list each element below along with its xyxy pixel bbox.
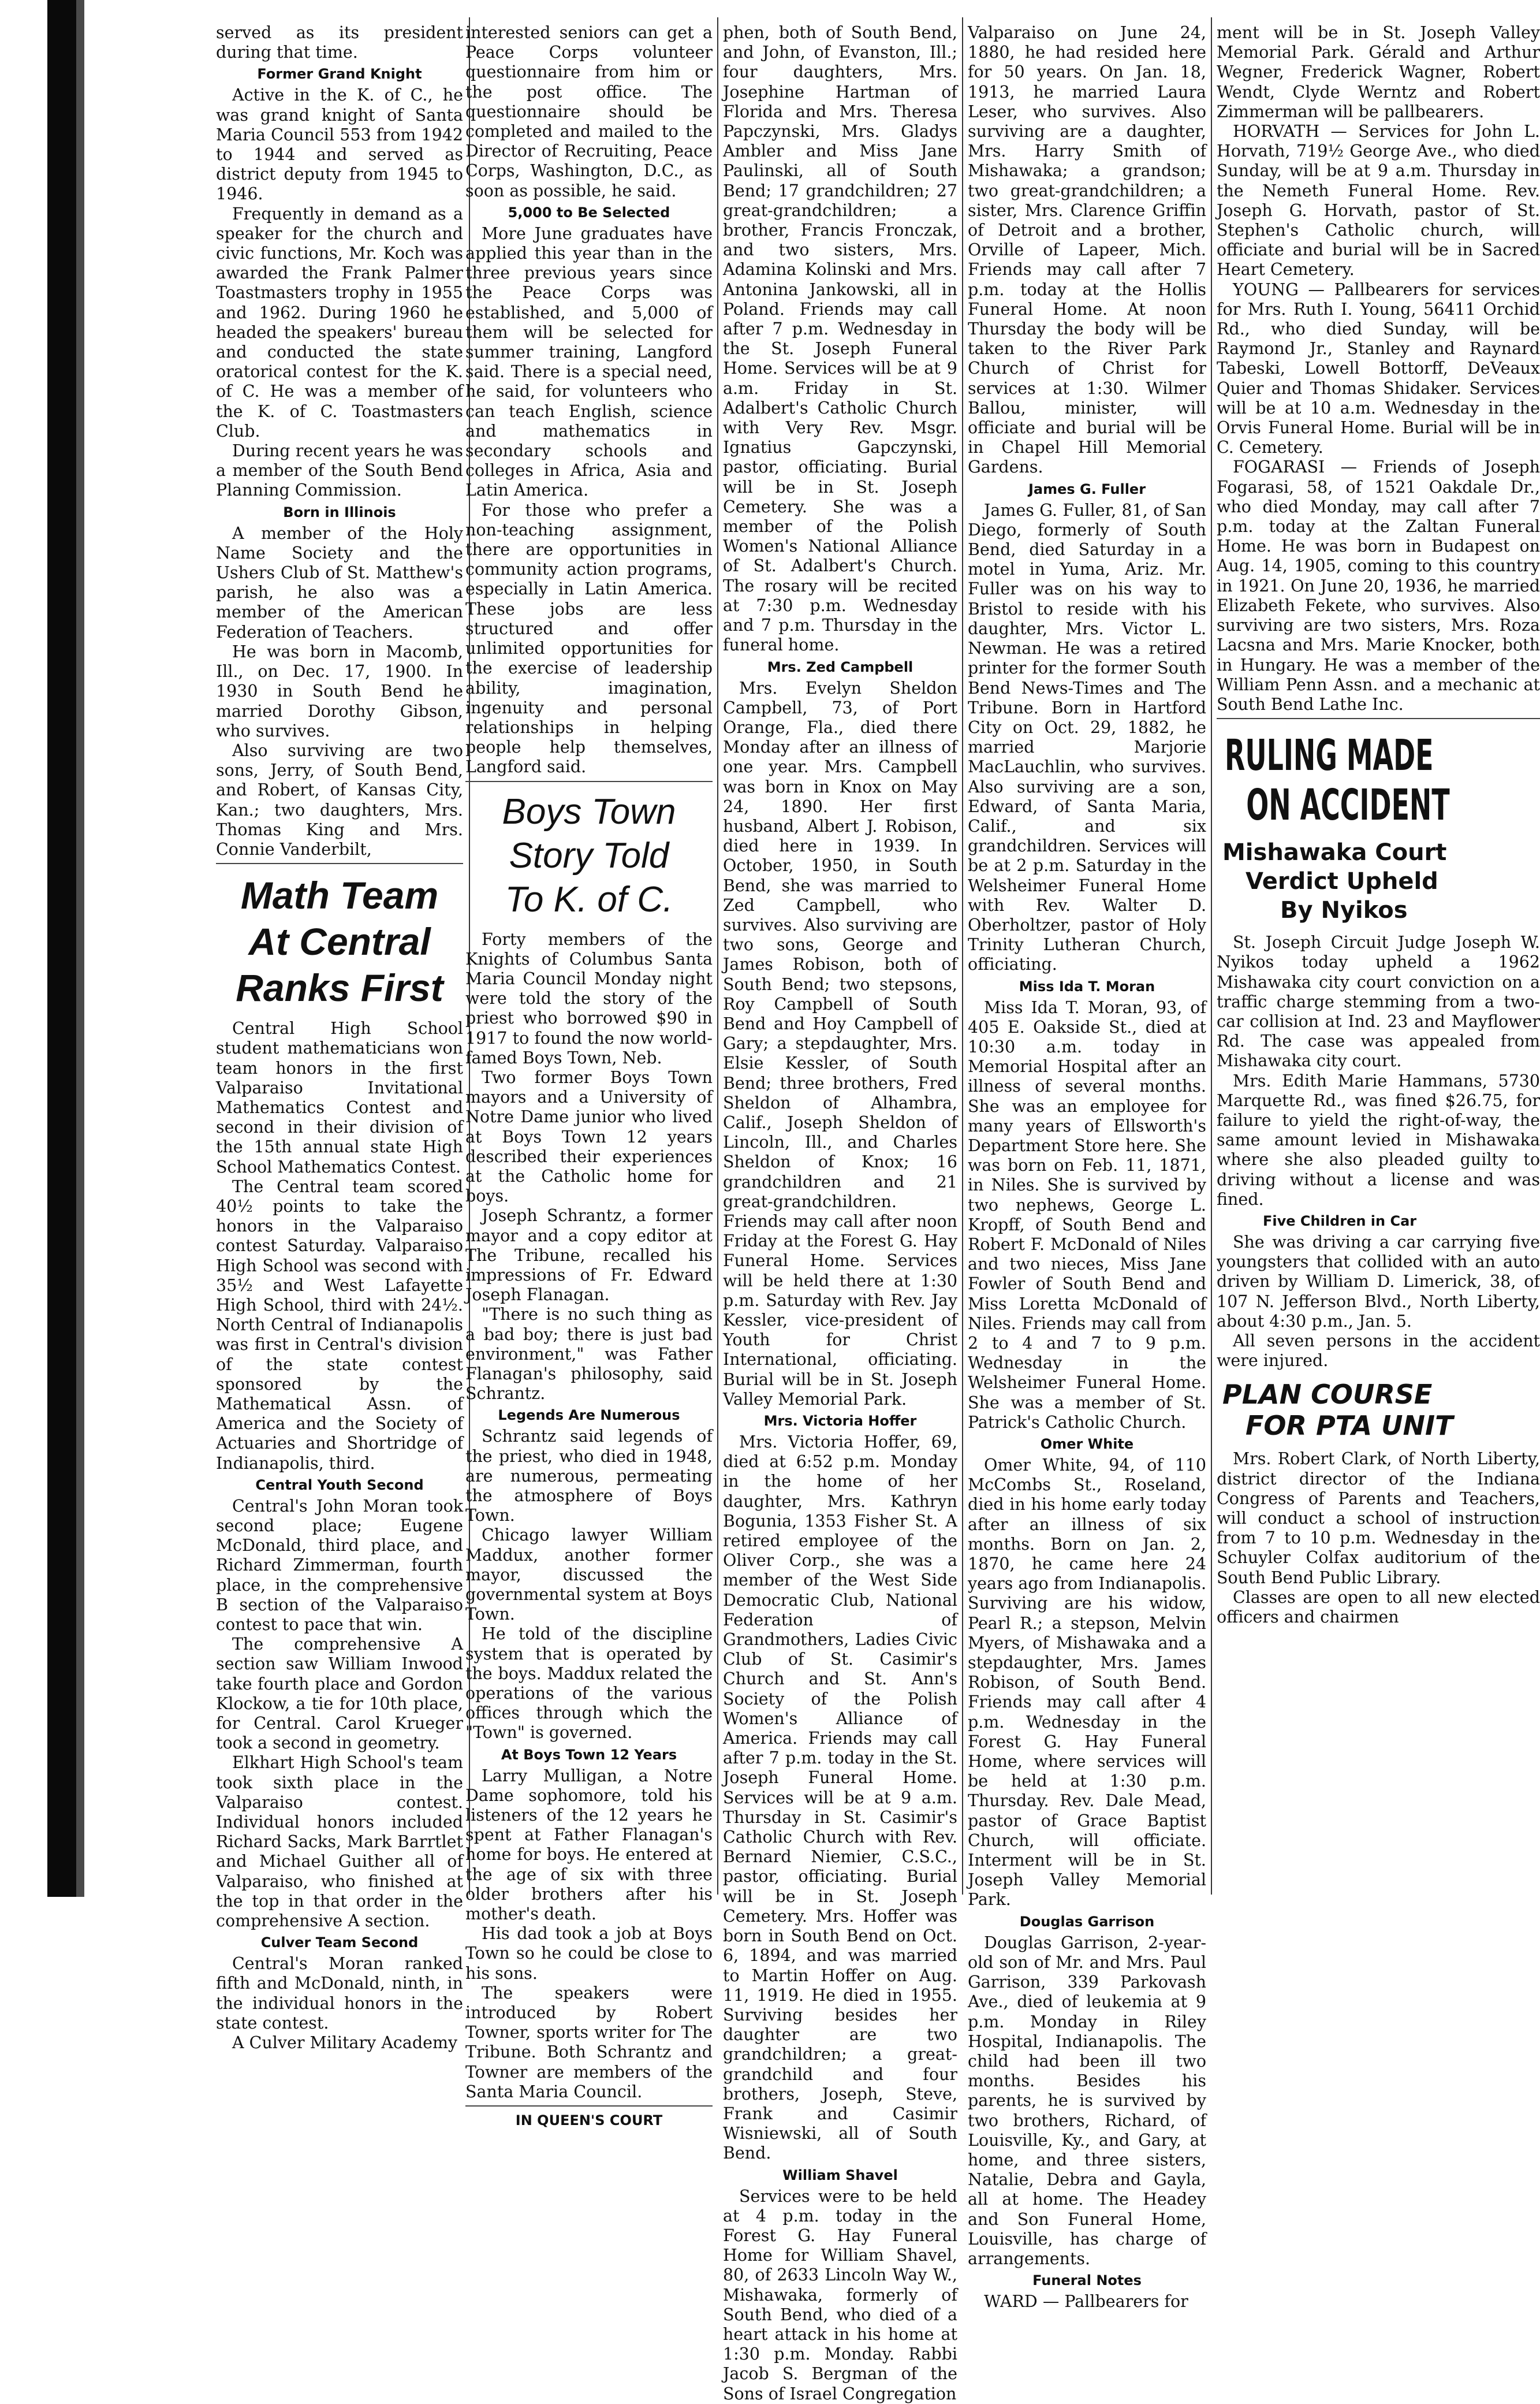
paragraph: Classes are open to all new elected officers and chairmen [1217,1587,1540,1627]
scan-edge-shadow-fade [76,0,84,1897]
column-2 [462,23,716,2129]
headline-line: RULING MADE [1225,731,1434,781]
paragraph: interested seniors can get a Peace Corps volunteer questionnaire from him or the post office. The questionnaire should be completed and mailed to the Director of Recruiting, Peace Corps, Washington, D.C., as soon as possible, he said. [465,23,713,200]
subhead: Mrs. Zed Campbell [767,658,913,675]
paragraph: Douglas Garrison, 2-year-old son of Mr. and Mrs. Paul Garrison, 339 Parkovash Ave., died of leukemia at 9 p.m. Monday in Riley Hospital, Indianapolis. The child had been ill two months. Besides his parents, he is survived by two brothers, Richard, of Louisville, Ky., and Gary, at home, and three sisters, Natalie, Debra and Gayla, all at home. The Headey and Son Funeral Home, Louisville, has charge of arrangements. [968,1933,1206,2268]
paragraph: She was driving a car carrying five youngsters that collided with an auto driven by William D. Limerick, 38, of 107 N. Jefferson Blvd., North Liberty, about 4:30 p.m., Jan. 5. [1217,1232,1540,1331]
subhead: Five Children in Car [1263,1212,1417,1229]
headline-line: Math Team [240,874,439,917]
paragraph: He told of the discipline system that is operated by the boys. Maddux related the operations of the various offices through which the "Town" is governed. [465,1624,713,1743]
paragraph: Forty members of the Knights of Columbus Santa Maria Council Monday night were told the story of the priest who borrowed $90 in 1917 to found the now world-famed Boys Town, Neb. [465,929,713,1067]
subhead: 5,000 to Be Selected [508,204,670,221]
subhead: James G. Fuller [1028,481,1146,497]
subhead: Douglas Garrison [1019,1913,1155,1930]
paragraph: During recent years he was a member of the South Bend Planning Commission. [216,441,463,500]
paragraph: Central High School student mathematicians won team honors in the first Valparaiso Invitational Mathematics Contest and second in their division of the 15th annual state High School Mathematics Contest. [216,1019,463,1177]
column-5 [1213,23,1540,1892]
paragraph: ment will be in St. Joseph Valley Memorial Park. Gérald and Arthur Wegner, Frederick Wagner, Robert Wendt, Clyde Werntz and Robert Zimmerman will be pallbearers. [1217,23,1540,121]
paragraph: Joseph Schrantz, a former mayor and a copy editor at The Tribune, recalled his impressions of Fr. Edward Joseph Flanagan. [465,1206,713,1305]
divider [465,781,713,782]
column-rule [717,17,718,1895]
headline-line: FOR PTA UNIT [1246,1410,1453,1442]
paragraph: Services were to be held at 4 p.m. today in the Forest G. Hay Funeral Home for William Shavel, 80, of 2633 Lincoln Way W., Mishawaka, formerly of South Bend, who died of a heart attack in his home at 1:30 p.m. Monday. Rabbi Jacob S. Bergman of the Sons of Israel Congregation [723,2186,957,2403]
paragraph: Larry Mulligan, a Notre Dame sophomore, told his listeners of the 12 years he spent at Father Flanagan's home for boys. He entered at the age of six with three older brothers after his mother's death. [465,1766,713,1924]
paragraph: Omer White, 94, of 110 McCombs St., Roseland, died in his home early today after an illness of six months. Born on Jan. 2, 1870, he came here 24 years ago from Indianapolis. Surviving are his widow, Pearl R.; a stepson, Melvin Myers, of Mishawaka and a stepdaughter, Mrs. James Robison, of South Bend. Friends may call after 4 p.m. Wednesday in the Forest G. Hay Funeral Home, where services will be held at 1:30 p.m. Thursday. Rev. Dale Mead, pastor of Grace Baptist Church, will officiate. Interment will be in St. Joseph Valley Memorial Park. [968,1456,1206,1910]
paragraph: His dad took a job at Boys Town so he could be close to his sons. [465,1924,713,1983]
divider [1217,718,1540,719]
headline-line: Story Told [509,835,669,876]
subheadline-line: Verdict Upheld [1246,868,1438,895]
paragraph: served as its president during that time. [216,23,463,62]
subhead: Mrs. Victoria Hoffer [763,1413,917,1430]
headline-plan-course [1222,1379,1540,1441]
subheadline-line: Mishawaka Court [1222,839,1447,866]
paragraph: Miss Ida T. Moran, 93, of 405 E. Oakside St., died at 10:30 a.m. today in Memorial Hospital after an illness of several months. She was an employee for many years of Ellsworth's Department Store here. She was born on Feb. 11, 1871, in Niles. She is survived by two nephews, George L. Kropff, of South Bend and Robert F. McDonald of Niles and two nieces, Miss Jane Fowler of South Bend and Miss Loretta McDonald of Niles. Friends may call from 2 to 4 and 7 to 9 p.m. Wednesday in the Welsheimer Funeral Home. She was a member of St. Patrick's Catholic Church. [968,998,1206,1432]
paragraph: Frequently in demand as a speaker for the church and civic functions, Mr. Koch was awarded the Frank Palmer Toastmasters trophy in 1955 and 1962. During 1960 he headed the speakers' bureau and conducted the state oratorical contest for the K. of C. He was a member of the K. of C. Toastmasters Club. [216,204,463,441]
subhead: Central Youth Second [255,1476,424,1493]
paragraph: Two former Boys Town mayors and a University of Notre Dame junior who lived at Boys Town 12 years described their experiences at the Catholic home for boys. [465,1067,713,1206]
paragraph: For those who prefer a non-teaching assignment, there are opportunities in community action programs, especially in Latin America. These jobs are less structured and offer unlimited opportunities for the exercise of leadership ability, imagination, ingenuity and personal relationships in helping people help themselves, Langford said. [465,500,713,777]
headline-line: ON ACCIDENT [1246,780,1450,831]
subhead: At Boys Town 12 Years [501,1746,677,1763]
paragraph: A member of the Holy Name Society and the Ushers Club of St. Matthew's parish, he also was a member of the American Federation of Teachers. [216,523,463,642]
paragraph: Central's Moran ranked fifth and McDonald, ninth, in the individual honors in the state contest. [216,1954,463,2033]
headline-line: At Central [248,920,431,963]
paragraph: The speakers were introduced by Robert Towner, sports writer for The Tribune. Both Schrantz and Towner are members of the Santa Maria Council. [465,1983,713,2101]
subhead: Former Grand Knight [257,66,422,83]
paragraph: Also surviving are two sons, Jerry, of South Bend, and Robert, of Kansas City, Kan.; two daughters, Mrs. Thomas King and Mrs. Connie Vanderbilt, [216,740,463,859]
headline-ruling-made [1225,731,1450,831]
paragraph: phen, both of South Bend, and John, of Evanston, Ill.; four daughters, Mrs. Josephine Hartman of Florida and Mrs. Theresa Papczynski, Mrs. Gladys Ambler and Miss Jane Paulinski, all of South Bend; 17 grandchildren; 27 great-grandchildren; a brother, Francis Fronczak, and two sisters, Mrs. Adamina Kolinski and Mrs. Antonina Jankowski, all in Poland. Friends may call after 7 p.m. Wednesday in the St. Joseph Funeral Home. Services will be at 9 a.m. Friday in St. Adalbert's Catholic Church with Very Rev. Msgr. Ignatius Gapczynski, pastor, officiating. Burial will be in St. Joseph Cemetery. She was a member of the Polish Women's National Alliance of St. Adalbert's Church. The rosary will be recited at 7:30 p.m. Wednesday and 7 p.m. Thursday in the funeral home. [723,23,957,655]
paragraph: St. Joseph Circuit Judge Joseph W. Nyikos today upheld a 1962 Mishawaka city court conviction on a traffic charge stemming from a two-car collision at Ind. 23 and Mayflower Rd. The case was appealed from Mishawaka city court. [1217,933,1540,1071]
paragraph: Mrs. Edith Marie Hammans, 5730 Marquette Rd., was fined $26.75, for failure to yield the right-of-way, the same amount levied in Mishawaka where she also pleaded guilty to driving without a license and was fined. [1217,1071,1540,1209]
divider [465,2105,713,2107]
paragraph: Mrs. Robert Clark, of North Liberty, district director of the Indiana Congress of Parents and Teachers, will conduct a school of instruction from 7 to 10 p.m. Wednesday in the Schuyler Colfax auditorium of the South Bend Public Library. [1217,1449,1540,1587]
paragraph: Mrs. Evelyn Sheldon Campbell, 73, of Port Orange, Fla., died there Monday after an illness of one year. Mrs. Campbell was born in Knox on May 24, 1890. Her first husband, Albert J. Robison, died here in 1939. In October, 1950, in South Bend, she was married to Zed Campbell, who survives. Also surviving are two sons, George and James Robison, both of South Bend; two stepsons, Roy Campbell of South Bend and Hoy Campbell of Gary; a stepdaughter, Mrs. Elsie Kessler, of South Bend; three brothers, Fred Sheldon of Alhambra, Calif., Joseph Sheldon of Lincoln, Ill., and Charles Sheldon of Knox; 16 grandchildren and 21 great-grandchildren. Friends may call after noon Friday at the Forest G. Hay Funeral Home. Services will be held there at 1:30 p.m. Saturday with Rev. Jay Kessler, vice-president of Youth for Christ International, officiating. Burial will be in St. Joseph Valley Memorial Park. [723,678,957,1409]
headline-line: Ranks First [236,966,443,1010]
headline-line: PLAN COURSE [1222,1379,1433,1411]
subhead: Culver Team Second [260,1934,419,1951]
paragraph: WARD — Pallbearers for [984,2292,1188,2312]
paragraph: Active in the K. of C., he was grand knight of Santa Maria Council 553 from 1942 to 1944 and served as district deputy from 1945 to 1946. [216,85,463,204]
paragraph: Mrs. Victoria Hoffer, 69, died at 6:52 p.m. Monday in the home of her daughter, Mrs. Kathryn Bogunia, 1353 Fisher St. A retired employee of the Oliver Corp., she was a member of the West Side Democratic Club, National Federation of Grandmothers, Ladies Civic Club of St. Casimir's Church and St. Ann's Society of the Polish Women's Alliance of America. Friends may call after 7 p.m. today in the St. Joseph Funeral Home. Services will be at 9 a.m. Thursday in St. Casimir's Catholic Church with Rev. Bernard Niemier, C.S.C., pastor, officiating. Burial will be in St. Joseph Cemetery. Mrs. Hoffer was born in South Bend on Oct. 6, 1894, and was married to Martin Hoffer on Aug. 11, 1919. He died in 1955. Surviving besides her daughter are two grandchildren; a great-grandchild and four brothers, Joseph, Steve, Frank and Casimir Wisniewski, all of South Bend. [723,1432,957,2163]
subhead: Funeral Notes [1032,2272,1142,2289]
column-3 [719,23,961,2403]
paragraph: Elkhart High School's team took sixth place in the Valparaiso contest. Individual honors included Richard Sacks, Mark Barrtlet and Michael Guither all of Valparaiso, who finished at the top in that order in the comprehensive A section. [216,1753,463,1931]
paragraph: James G. Fuller, 81, of San Diego, formerly of South Bend, died Saturday in a motel in Yuma, Ariz. Mr. Fuller was on his way to Bristol to reside with his daughter, Mrs. Victor L. Newman. He was a retired printer for the former South Bend News-Times and The Tribune. Born in Hartford City on Oct. 29, 1882, he married Marjorie MacLauchlin, who survives. Also surviving are a son, Edward, of Santa Maria, Calif., and six grandchildren. Services will be at 2 p.m. Saturday in the Welsheimer Funeral Home with Rev. Walter D. Oberholtzer, pastor of Holy Trinity Lutheran Church, officiating. [968,500,1206,974]
scan-edge-shadow [47,0,76,1897]
paragraph: All seven persons in the accident were injured. [1217,1331,1540,1371]
paragraph: The Central team scored 40½ points to take the honors in the Valparaiso contest Saturday. Valparaiso High School was second with 35½ and West Lafayette High School, third with 24½. North Central of Indianapolis was first in Central's division of the state contest sponsored by the Mathematical Assn. of America and the Society of Actuaries and Shortridge of Indianapolis, third. [216,1177,463,1473]
paragraph: Central's John Moran took second place; Eugene McDonald, third place, and Richard Zimmerman, fourth place, in the comprehensive B section of the Valparaiso contest to pace that win. [216,1496,463,1635]
paragraph: Chicago lawyer William Maddux, another former mayor, discussed the governmental system at Boys Town. [465,1525,713,1624]
paragraph: The comprehensive A section saw William Inwood take fourth place and Gordon Klockow, a tie for 10th place, for Central. Carol Krueger took a second in geometry. [216,1635,463,1753]
paragraph: HORVATH — Services for John L. Horvath, 719½ George Ave., who died Sunday, will be at 9 a.m. Thursday in the Nemeth Funeral Home. Rev. Joseph G. Horvath, pastor of St. Stephen's Catholic church, will officiate and burial will be in Sacred Heart Cemetery. [1217,122,1540,280]
divider [216,863,463,864]
column-rule [1211,17,1212,1895]
headline-math-team [216,872,463,1011]
column-1 [212,23,467,2053]
paragraph: He was born in Macomb, Ill., on Dec. 17, 1900. In 1930 in South Bend he married Dorothy Gibson, who survives. [216,642,463,740]
paragraph: Schrantz said legends of the priest, who died in 1948, are numerous, permeating the atmosphere of Boys Town. [465,1427,713,1525]
headline-line: To K. of C. [505,879,673,920]
subhead: Miss Ida T. Moran [1019,978,1155,995]
subhead: William Shavel [782,2167,898,2183]
subhead: Omer White [1040,1436,1134,1453]
subheadline-line: By Nyikos [1280,897,1408,924]
subhead: Legends Are Numerous [498,1407,680,1424]
headline-line: Boys Town [502,791,676,832]
subheadline-mishawaka [1222,838,1540,925]
column-4 [964,23,1210,2312]
paragraph: Valparaiso on June 24, 1880, he had resided here for 50 years. On Jan. 18, 1913, he married Laura Leser, who survives. Also surviving are a daughter, Mrs. Harry Smith of Mishawaka; a grandson; two great-grandchildren; a sister, Mrs. Clarence Griffin of Detroit and a brother, Orville of Lapeer, Mich. Friends may call after 7 p.m. today at the Hollis Funeral Home. At noon Thursday the body will be taken to the River Park Church of Christ for services at 1:30. Wilmer Ballou, minister, will officiate and burial will be in Chapel Hill Memorial Gardens. [968,23,1206,477]
paragraph: FOGARASI — Friends of Joseph Fogarasi, 58, of 1521 Oakdale Dr., who died Monday, may call after 7 p.m. today at the Zaltan Funeral Home. He was born in Budapest on Aug. 14, 1905, coming to this country in 1921. On June 20, 1936, he married Elizabeth Fekete, who survives. Also surviving are two sisters, Mrs. Roza Lacsna and Mrs. Marie Knocker, both in Hungary. He was a member of the William Penn Assn. and a mechanic at South Bend Lathe Inc. [1217,457,1540,714]
column-5-overflow [1217,23,1540,1627]
subhead: Born in Illinois [283,504,396,520]
paragraph: YOUNG — Pallbearers for services for Mrs. Ruth I. Young, 56411 Orchid Rd., who died Sunday, will be Raymond Jr., Stanley and Raynard Tabeski, Lowell Bottorff, DeVeaux Quier and Thomas Shidaker. Services will be at 10 a.m. Wednesday in the Orvis Funeral Home. Burial will be in C. Cemetery. [1217,280,1540,457]
paragraph: "There is no such thing as a bad boy; there is just bad environment," was Father Flanagan's philosophy, said Schrantz. [465,1305,713,1404]
headline-boys-town [465,790,713,922]
paragraph: More June graduates have applied this year than in the three previous years since the Peace Corps was established, and 5,000 of them will be selected for summer training, Langford said. There is a special need, he said, for volunteers who can teach English, science and mathematics in secondary schools and colleges in Africa, Asia and Latin America. [465,224,713,500]
subhead: IN QUEEN'S COURT [515,2112,663,2129]
paragraph: A Culver Military Academy [232,2033,458,2053]
column-rule [962,17,963,1895]
